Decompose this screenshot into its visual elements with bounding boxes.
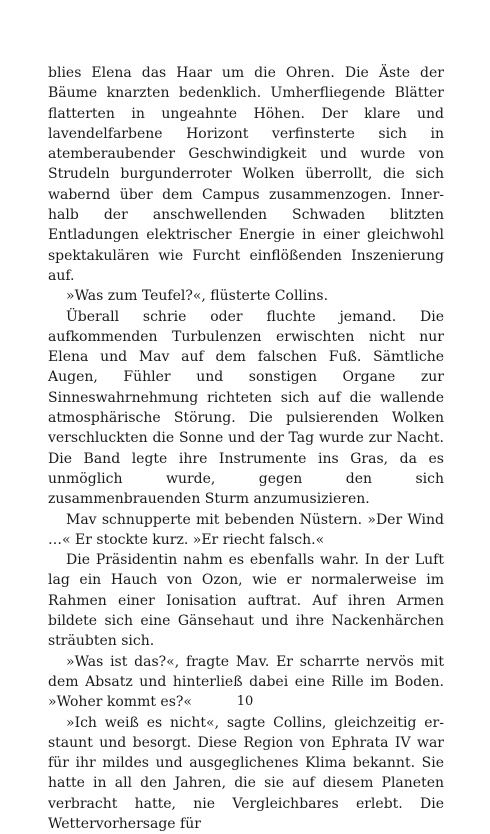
paragraph: Überall schrie oder fluchte jemand. Die aufkommenden Turbulenzen erwischten nicht nur Elena und Mav auf dem falschen Fuß. Sämtliche Augen, Fühler und sonstigen Organe zur Sinneswahrnehmung richteten sich auf die wallende atmosphärische Störung. Die pulsierenden Wolken verschluckten die Sonne und der Tag wurde zur Nacht. Die Band legte ihre Instrumente ins Gras, da es unmöglich wurde, gegen den sich zusammenbrauenden Sturm anzumusizieren. bbox=[48, 307, 444, 510]
paragraph: »Was ist das?«, fragte Mav. Er scharrte nervös mit dem Absatz und hinterließ dabei eine Rille im Boden. »Woher kommt es?« bbox=[48, 652, 444, 713]
body-text bbox=[48, 63, 444, 834]
paragraph: Die Präsidentin nahm es ebenfalls wahr. In der Luft lag ein Hauch von Ozon, wie er normalerweise im Rahmen einer Ionisation auftrat. Auf ihren Armen bildete sich eine Gänsehaut und ihre Nackenhärchen sträubten sich. bbox=[48, 550, 444, 651]
paragraph: »Ich weiß es nicht«, sagte Collins, gleichzeitig erstaunt und besorgt. Diese Region von Ephrata IV war für ihr mildes und ausgeglichenes Klima bekannt. Sie hatte in all den Jahren, die sie auf diesem Planeten verbracht hatte, nie Vergleichbares erlebt. Die Wettervorhersage für bbox=[48, 713, 444, 834]
paragraph: »Was zum Teufel?«, flüsterte Collins. bbox=[48, 286, 444, 306]
paragraph-continuation: blies Elena das Haar um die Ohren. Die Äste der Bäume knarzten bedenklich. Umherfliegende Blätter flatterten in ungeahnte Höhen. Der klare und lavendelfarbene Horizont verfinsterte sich in atemberaubender Geschwindigkeit und wurde von Strudeln burgunderroter Wolken überrollt, die sich wabernd über dem Campus zusammenzogen. Innerhalb der anschwellenden Schwaden blitzten Entladungen elektrischer Energie in einer gleichwohl spektakulären wie Furcht einflößenden Inszenierung auf. bbox=[48, 63, 444, 286]
paragraph: Mav schnupperte mit bebenden Nüstern. »Der Wind …« Er stockte kurz. »Er riecht falsch.« bbox=[48, 510, 444, 551]
page-number: 10 bbox=[0, 694, 490, 709]
